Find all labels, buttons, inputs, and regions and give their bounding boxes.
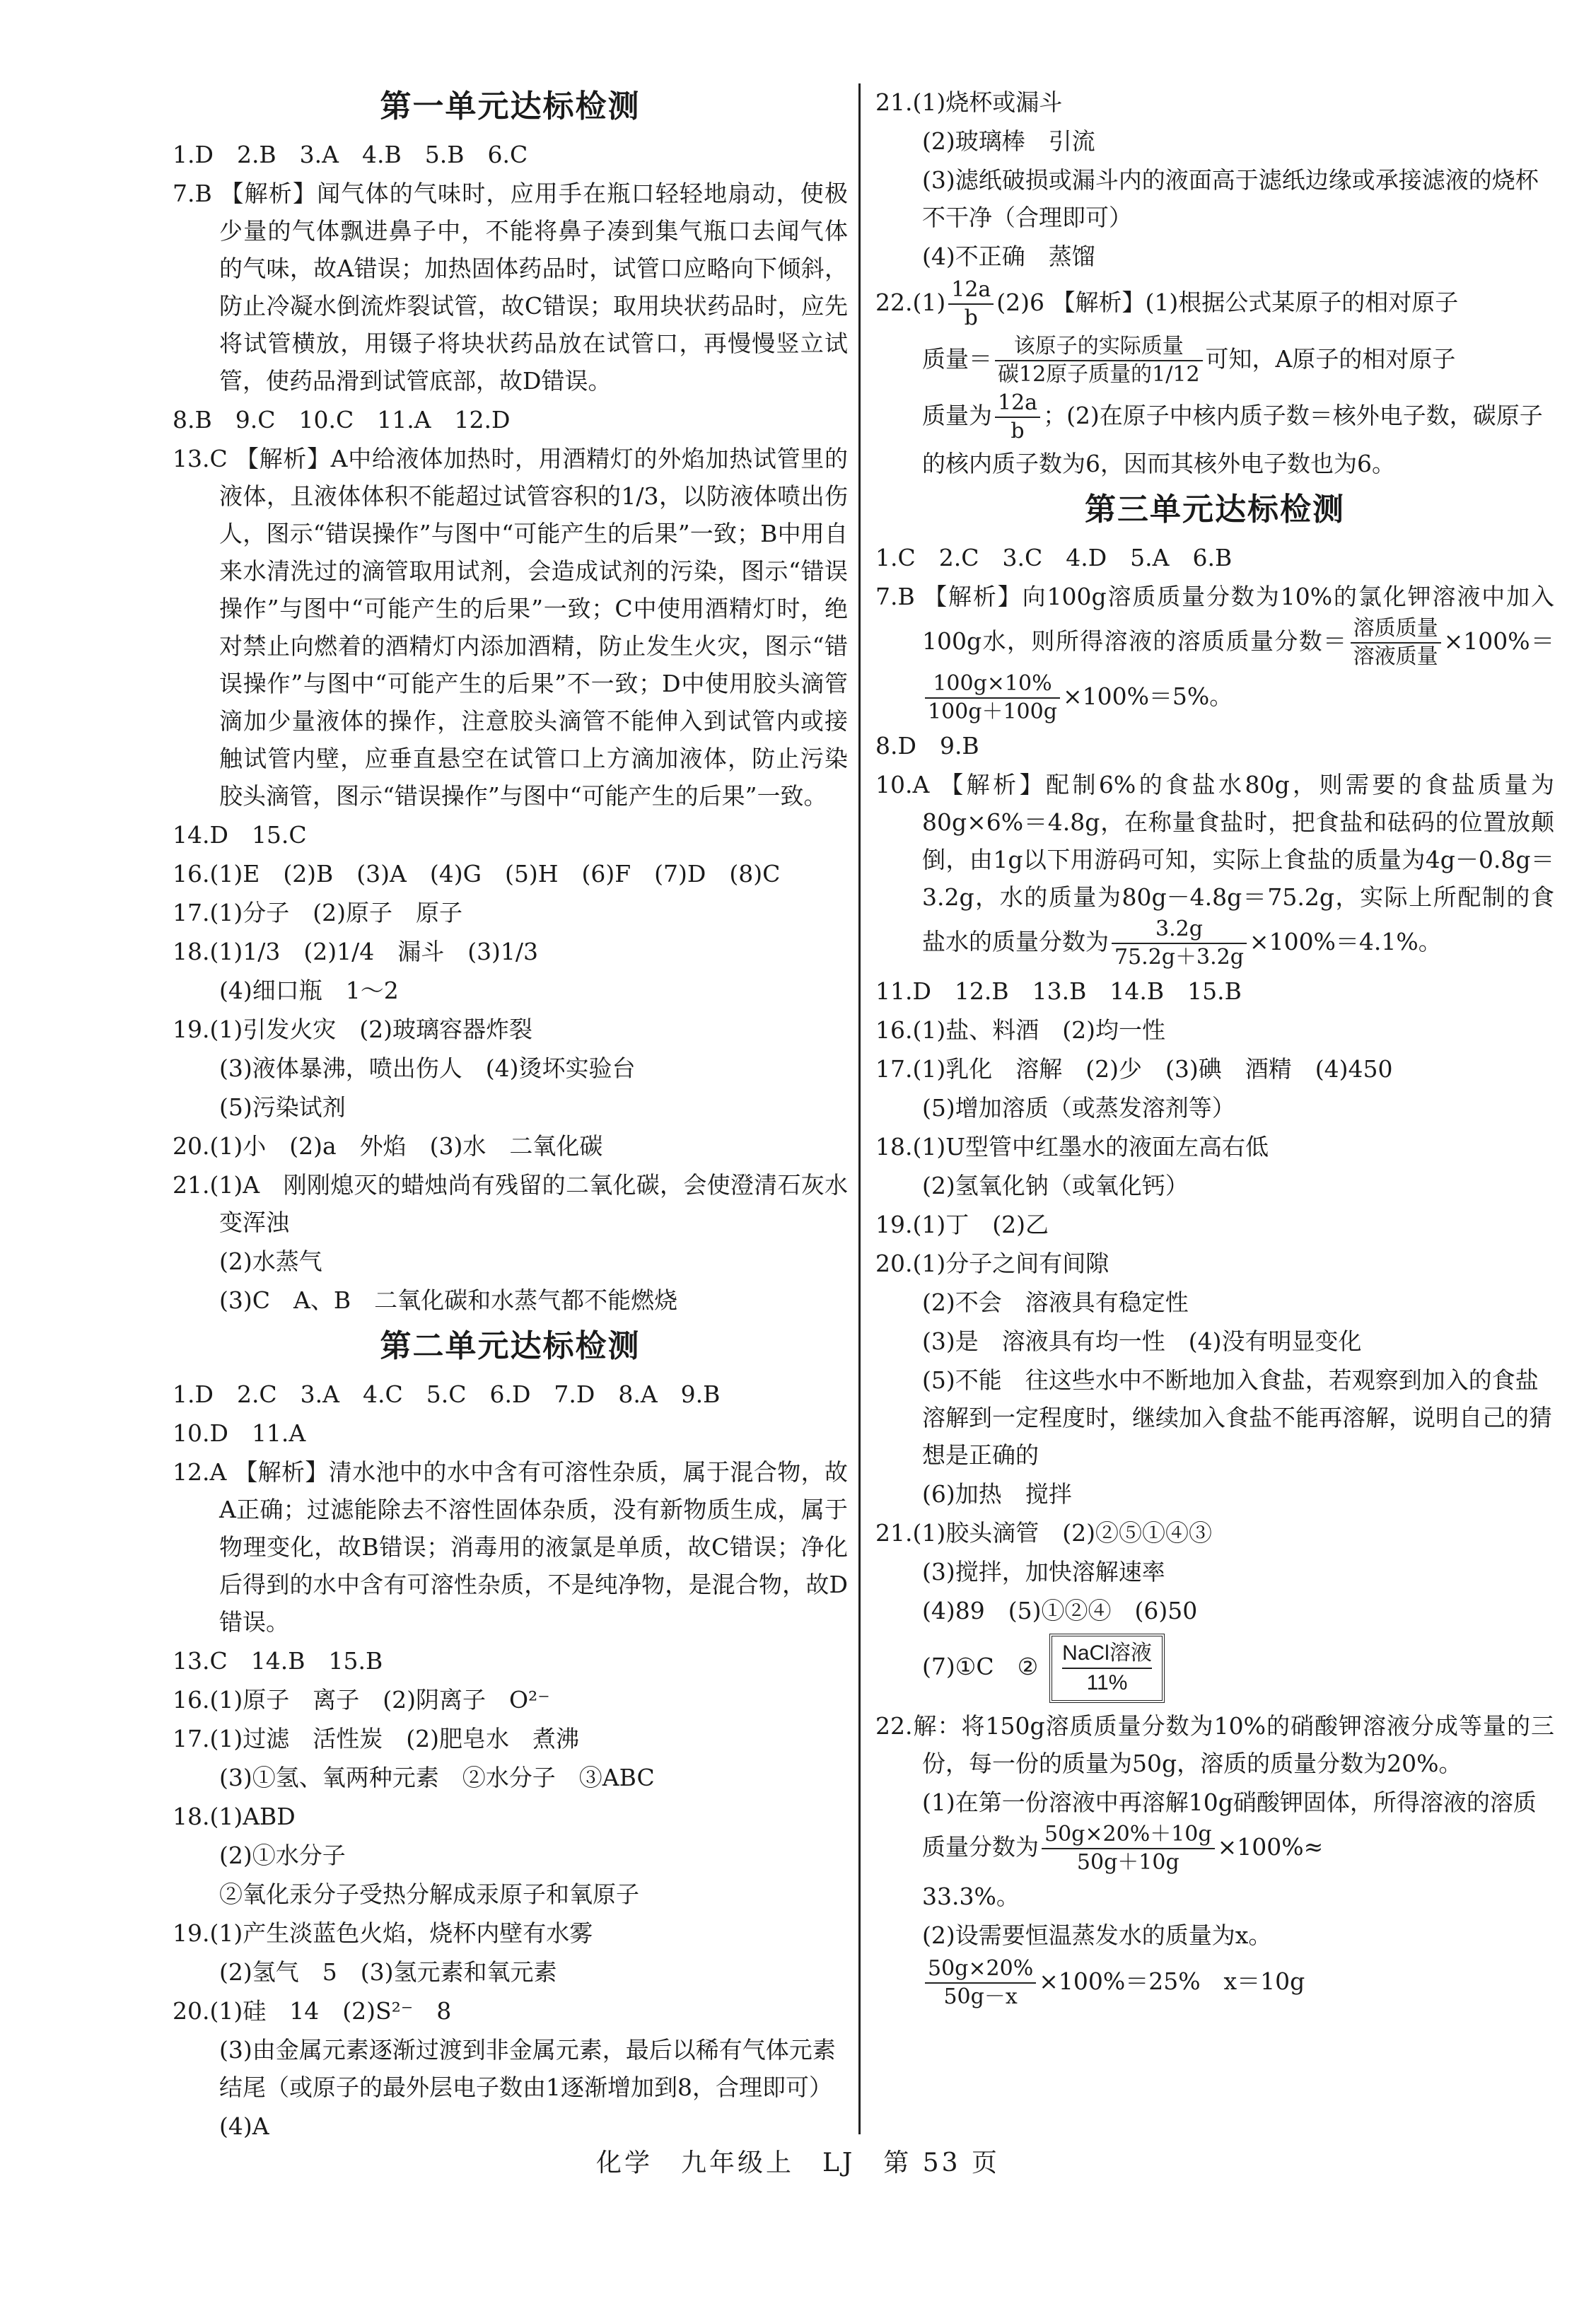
answer-line: (2)玻璃棒 引流 xyxy=(922,127,1095,155)
answer-line: (3)是 溶液具有均一性 (4)没有明显变化 xyxy=(922,1327,1362,1355)
unit3-q21-7: (7)①C ② NaCl溶液 11% xyxy=(875,1634,1554,1703)
answer-line: (5)污染试剂 xyxy=(219,1093,346,1121)
answer-line: (2)水蒸气 xyxy=(219,1247,322,1275)
answer-line: 18.(1)ABD xyxy=(173,1803,296,1830)
answer-line: 14.D 15.C xyxy=(173,821,307,849)
answer-line: (2)氢氧化钠（或氧化钙） xyxy=(922,1172,1189,1199)
fraction: 该原子的实际质量 碳12原子质量的1/12 xyxy=(995,333,1203,388)
answer-line: 12.A 【解析】清水池中的水中含有可溶性杂质，属于混合物，故A正确；过滤能除去不溶性固体杂质，没有新物质生成，属于物理变化，故B错误；消毒用的液氯是单质，故C错误；净化后得到的水中含有可溶性杂质，不是纯净物，是混合物，故D错误。 xyxy=(173,1458,848,1636)
answer-line: 16.(1)E (2)B (3)A (4)G (5)H (6)F (7)D (8)C xyxy=(173,860,781,888)
answer-line: (4)89 (5)①②④ (6)50 xyxy=(922,1597,1198,1624)
unit3-q22-1b: 33.3%。 xyxy=(922,1883,1020,1910)
page-footer: 化学 九年级上 LJ 第 53 页 xyxy=(595,2148,1001,2177)
unit2-answers xyxy=(173,1375,848,2145)
answer-line: 19.(1)丁 (2)乙 xyxy=(875,1211,1049,1238)
answer-line: 17.(1)乳化 溶解 (2)少 (3)碘 酒精 (4)450 xyxy=(875,1055,1393,1083)
unit1-title: 第一单元达标检测 xyxy=(380,88,641,124)
answer-line: (3)C A、B 二氧化碳和水蒸气都不能燃烧 xyxy=(219,1286,678,1314)
answer-line: (3)由金属元素逐渐过渡到非金属元素，最后以稀有气体元素结尾（或原子的最外层电子数由1逐渐增加到8，合理即可） xyxy=(219,2036,836,2101)
right-column xyxy=(875,83,1554,2012)
answer-line: (2)不会 溶液具有稳定性 xyxy=(922,1289,1189,1316)
answer-line: 19.(1)产生淡蓝色火焰，烧杯内壁有水雾 xyxy=(173,1919,593,1947)
answer-line: 10.D 11.A xyxy=(173,1419,306,1447)
answer-line: 20.(1)硅 14 (2)S²⁻ 8 xyxy=(173,1997,452,2025)
answer-line: 1.D 2.B 3.A 4.B 5.B 6.C xyxy=(173,141,528,168)
unit3-answers xyxy=(875,972,1554,1629)
fraction: $\frac{12a}{b}$ xyxy=(948,277,994,332)
answer-line: (2)氢气 5 (3)氢元素和氧元素 xyxy=(219,1958,557,1986)
answer-line: (2)①水分子 xyxy=(219,1842,346,1869)
fraction: $\frac{50g\times 20\%+10g}{50g+10g}$ xyxy=(1042,1821,1215,1876)
unit1-answers xyxy=(173,136,848,1319)
unit3-q22-1: (1)在第一份溶液中再溶解10g硝酸钾固体，所得溶液的溶质质量分数为 $\frac{50g\times 20\%+10g}{50g+10g}$ ×100%≈ xyxy=(922,1789,1537,1875)
answer-line: 17.(1)分子 (2)原子 原子 xyxy=(173,899,462,926)
fraction: 溶质质量 溶液质量 xyxy=(1351,615,1441,670)
answer-line: (3)滤纸破损或漏斗内的液面高于滤纸边缘或承接滤液的烧杯不干净（合理即可） xyxy=(922,166,1539,231)
unit2-q22-line3: 质量为 $\frac{12a}{b}$ ；(2)在原子中核内质子数＝核外电子数，碳原子的核内质子数为6，因而其核外电子数也为6。 xyxy=(922,390,1543,477)
answer-line: (3)搅拌，加快溶解速率 xyxy=(922,1558,1165,1586)
unit2-q22-line2: 质量＝ 该原子的实际质量 碳12原子质量的1/12 可知，A原子的相对原子 xyxy=(922,334,1456,387)
answer-line: (5)不能 往这些水中不断地加入食盐，若观察到加入的食盐溶解到一定程度时，继续加入食盐不能再溶解，说明自己的猜想是正确的 xyxy=(922,1366,1552,1469)
answer-line: (5)增加溶质（或蒸发溶剂等） xyxy=(922,1094,1235,1122)
answer-line: 11.D 12.B 13.B 14.B 15.B xyxy=(875,977,1242,1005)
fraction: $\frac{3.2g}{75.2g+3.2g}$ xyxy=(1112,916,1247,971)
unit3-q22-2b: $\frac{50g\times 20\%}{50g-x}$ ×100%＝25% x＝10g xyxy=(875,1955,1554,2011)
answer-line: 20.(1)小 (2)a 外焰 (3)水 二氧化碳 xyxy=(173,1132,603,1160)
answer-line: 19.(1)引发火灾 (2)玻璃容器炸裂 xyxy=(173,1016,532,1043)
unit3-title: 第三单元达标检测 xyxy=(1085,492,1345,528)
answer-line: 16.(1)盐、料酒 (2)均一性 xyxy=(875,1016,1165,1044)
unit3-q8-9: 8.D 9.B xyxy=(875,732,979,760)
fraction: $\frac{100g\times 10\%}{100g+100g}$ xyxy=(925,670,1060,726)
unit3-q22: 22.解：将150g溶质质量分数为10%的硝酸钾溶液分成等量的三份，每一份的质量为50g，溶质的质量分数为20%。 xyxy=(875,1712,1554,1777)
answer-line: (3)①氢、氧两种元素 ②水分子 ③ABC xyxy=(219,1764,655,1791)
unit2-title: 第二单元达标检测 xyxy=(380,1328,641,1364)
unit3-q1-6: 1.C 2.C 3.C 4.D 5.A 6.B xyxy=(875,544,1233,571)
left-column xyxy=(173,83,848,2146)
answer-line: (3)液体暴沸，喷出伤人 (4)烫坏实验台 xyxy=(219,1054,636,1082)
answer-line: 1.D 2.C 3.A 4.C 5.C 6.D 7.D 8.A 9.B xyxy=(173,1380,721,1408)
column-divider xyxy=(858,83,861,2134)
answer-line: (4)A xyxy=(219,2112,269,2140)
unit2-q21 xyxy=(875,83,1554,275)
answer-line: 18.(1)U型管中红墨水的液面左高右低 xyxy=(875,1133,1269,1161)
unit2-q22: 22.(1) $\frac{12a}{b}$ (2)6 【解析】(1)根据公式某原子的相对原子 xyxy=(875,277,1459,330)
fraction: $\frac{50g\times 20\%}{50g-x}$ xyxy=(925,1955,1036,2011)
answer-line: (6)加热 搅拌 xyxy=(922,1480,1072,1508)
answer-line: 7.B 【解析】闻气体的气味时，应用手在瓶口轻轻地扇动，使极少量的气体飘进鼻子中，不能将鼻子凑到集气瓶口去闻气体的气味，故A错误；加热固体药品时，试管口应略向下倾斜，防止冷凝水倒流炸裂试管，故C错误；取用块状药品时，应先将试管横放，用镊子将块状药品放在试管口，再慢慢竖立试管，使药品滑到试管底部，故D错误。 xyxy=(173,180,848,395)
unit3-q10: 10.A 【解析】配制6%的食盐水80g，则需要的食盐质量为80g×6%＝4.8g，在称量食盐时，把食盐和砝码的位置放颠倒，由1g以下用游码可知，实际上食盐的质量为4g－0.8g＝3.2g，水的质量为80g－4.8g＝75.2g，实际上所配制的食盐水的质量分数为 $\frac{3.2g}{75.2g+3.2g}$ ×100%＝4.1%。 xyxy=(875,771,1554,970)
answer-line: 18.(1)1/3 (2)1/4 漏斗 (3)1/3 xyxy=(173,938,539,965)
answer-line: (4)不正确 蒸馏 xyxy=(922,243,1095,270)
answer-line: ②氧化汞分子受热分解成汞原子和氧原子 xyxy=(219,1880,639,1908)
answer-line: 17.(1)过滤 活性炭 (2)肥皂水 煮沸 xyxy=(173,1725,579,1752)
answer-line: 16.(1)原子 离子 (2)阴离子 O²⁻ xyxy=(173,1686,550,1714)
answer-line: 21.(1)胶头滴管 (2)②⑤①④③ xyxy=(875,1519,1212,1547)
answer-line: (4)细口瓶 1～2 xyxy=(219,977,399,1004)
reagent-label: NaCl溶液 11% xyxy=(1049,1634,1165,1703)
answer-line: 13.C 【解析】A中给液体加热时，用酒精灯的外焰加热试管里的液体，且液体体积不能超过试管容积的1/3，以防液体喷出伤人，图示“错误操作”与图中“可能产生的后果”一致；B中用自来水清洗过的滴管取用试剂，会造成试剂的污染，图示“错误操作”与图中“可能产生的后果”一致；C中使用酒精灯时，绝对禁止向燃着的酒精灯内添加酒精，防止发生火灾，图示“错误操作”与图中“可能产生的后果”不一致；D中使用胶头滴管滴加少量液体的操作，注意胶头滴管不能伸入到试管内或接触试管内壁，应垂直悬空在试管口上方滴加液体，防止污染胶头滴管，图示“错误操作”与图中“可能产生的后果”一致。 xyxy=(173,445,848,810)
answer-line: 21.(1)烧杯或漏斗 xyxy=(875,88,1063,116)
answer-line: 13.C 14.B 15.B xyxy=(173,1647,383,1675)
answer-line: 20.(1)分子之间有间隙 xyxy=(875,1250,1109,1277)
unit3-q7: 7.B 【解析】向100g溶质质量分数为10%的氯化钾溶液中加入100g水，则所得溶液的溶质质量分数＝ 溶质质量 溶液质量 ×100%＝ $\frac{100g\times 10\%}{100g+100g}$ ×100%＝5%。 xyxy=(875,583,1554,724)
answer-line: 8.B 9.C 10.C 11.A 12.D xyxy=(173,406,511,434)
answer-line: 21.(1)A 刚刚熄灭的蜡烛尚有残留的二氧化碳，会使澄清石灰水变浑浊 xyxy=(173,1171,848,1236)
unit3-q22-2: (2)设需要恒温蒸发水的质量为x。 xyxy=(922,1921,1272,1949)
fraction: $\frac{12a}{b}$ xyxy=(995,390,1040,445)
